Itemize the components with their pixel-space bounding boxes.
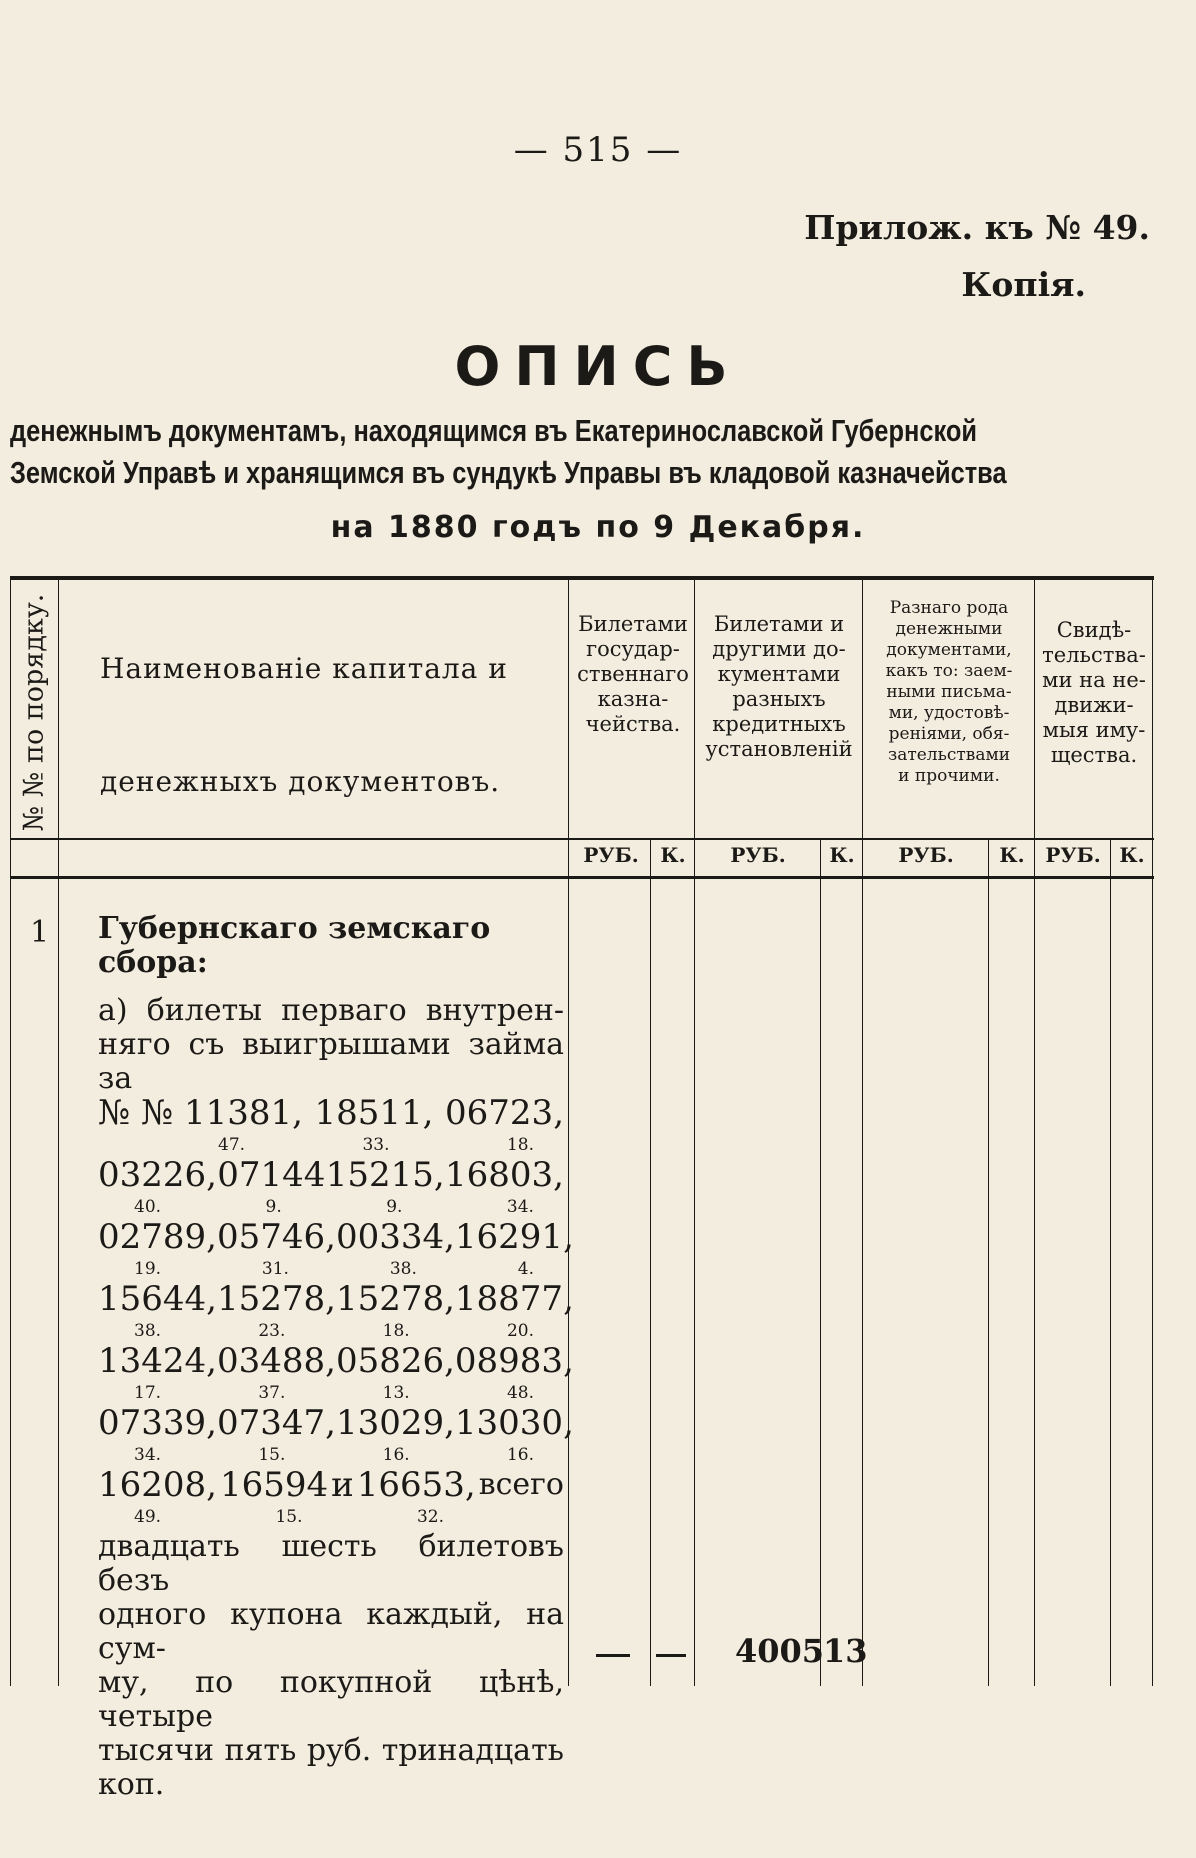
- column-divider: [1110, 838, 1111, 1686]
- table-header-bottom-rule: [10, 876, 1154, 879]
- header-other-bills: Билетами и другими до- кументами разныхъ кредитныхъ установленій: [705, 612, 853, 761]
- column-divider: [58, 576, 59, 1686]
- column-divider: [820, 838, 821, 1686]
- header-property-certificates: Свидѣ- тельства- ми на не- движи- мыя иму- щества.: [1042, 618, 1146, 767]
- closing-line: коп.: [98, 1767, 165, 1802]
- subheader-kop: К.: [999, 843, 1025, 867]
- ticket-series-line: 19. 31. 38. 4.: [134, 1259, 534, 1279]
- ticket-numbers-line: 16208, 16594 и 16653, всего: [98, 1465, 564, 1505]
- page-number: — 515 —: [513, 130, 683, 170]
- empty-amount-dash: [656, 1654, 686, 1657]
- subheader-rub: РУБ.: [1045, 843, 1101, 867]
- ticket-series-line: 49. 15. 32.: [134, 1507, 444, 1527]
- ticket-numbers-line: 03226, 07144 15215, 16803,: [98, 1155, 564, 1195]
- subheader-rub: РУБ.: [583, 843, 639, 867]
- empty-amount-dash: [596, 1654, 630, 1657]
- subtitle-line-2: Земской Управѣ и хранящимся въ сундукѣ Управы въ кладовой казначейства: [10, 455, 1007, 490]
- header-row-number: № № по порядку.: [18, 593, 50, 832]
- subheader-kop: К.: [1119, 843, 1145, 867]
- column-divider: [988, 838, 989, 1686]
- header-name-line-2: денежныхъ документовъ.: [100, 765, 501, 798]
- ticket-numbers-line: № № 11381, 18511, 06723,: [98, 1093, 564, 1133]
- ticket-numbers-line: 15644, 15278, 15278, 18877,: [98, 1279, 574, 1319]
- column-divider: [1034, 576, 1035, 1686]
- document-title: ОПИСЬ: [454, 335, 742, 398]
- closing-line: одного купона каждый, на сум-: [98, 1597, 564, 1666]
- header-various-documents: Разнаго рода денежными документами, какъ то: заем- ными письма- ми, удостовѣ- реніями, обя- зательствами и прочими.: [885, 598, 1013, 786]
- subheader-rub: РУБ.: [898, 843, 954, 867]
- intro-line: а) билеты перваго внутрен-: [98, 993, 564, 1028]
- amount-kopecks: 13: [823, 1632, 868, 1670]
- closing-line: му, по покупной цѣнѣ, четыре: [98, 1665, 564, 1734]
- ticket-series-line: 38. 23. 18. 20.: [134, 1321, 534, 1341]
- row-number: 1: [30, 915, 50, 950]
- ticket-numbers-line: 02789, 05746, 00334, 16291,: [98, 1217, 574, 1257]
- document-subtitle: [10, 410, 1007, 494]
- ticket-numbers-line: 13424, 03488, 05826, 08983,: [98, 1341, 574, 1381]
- subheader-kop: К.: [829, 843, 855, 867]
- subtitle-line-1: денежнымъ документамъ, находящимся въ Екатеринославской Губернской: [10, 413, 978, 448]
- ticket-numbers-line: 07339, 07347, 13029, 13030,: [98, 1403, 574, 1443]
- ticket-series-line: 17. 37. 13. 48.: [134, 1383, 534, 1403]
- subheader-rub: РУБ.: [730, 843, 786, 867]
- row-description: [98, 911, 574, 1802]
- intro-line: няго съ выигрышами займа за: [98, 1027, 564, 1096]
- column-divider: [862, 576, 863, 1686]
- header-treasury-bills: Билетами государ- ственнаго казна- чейства.: [577, 612, 689, 736]
- header-name-line-1: Наименованіе капитала и: [100, 652, 508, 685]
- closing-line: тысячи пять руб. тринадцать: [98, 1733, 564, 1768]
- subheader-kop: К.: [660, 843, 686, 867]
- amount-rubles: 4005: [735, 1632, 825, 1670]
- table-subheader-rule: [10, 838, 1154, 840]
- column-divider: [10, 576, 11, 1686]
- copy-label: Копія.: [961, 265, 1086, 304]
- ticket-series-line: 40. 9. 9. 34.: [134, 1197, 534, 1217]
- column-divider: [650, 838, 651, 1686]
- closing-line: двадцать шесть билетовъ безъ: [98, 1529, 564, 1598]
- date-line: на 1880 годъ по 9 Декабря.: [330, 510, 866, 545]
- row-heading: Губернскаго земскаго сбора:: [98, 911, 491, 980]
- column-divider: [568, 576, 569, 1686]
- column-divider: [694, 576, 695, 1686]
- appendix-reference: Прилож. къ № 49.: [804, 208, 1150, 247]
- ticket-series-line: 34. 15. 16. 16.: [134, 1445, 534, 1465]
- ticket-series-line: 47. 33. 18.: [218, 1135, 534, 1155]
- table-top-rule: [10, 576, 1154, 580]
- column-divider: [1152, 576, 1153, 1686]
